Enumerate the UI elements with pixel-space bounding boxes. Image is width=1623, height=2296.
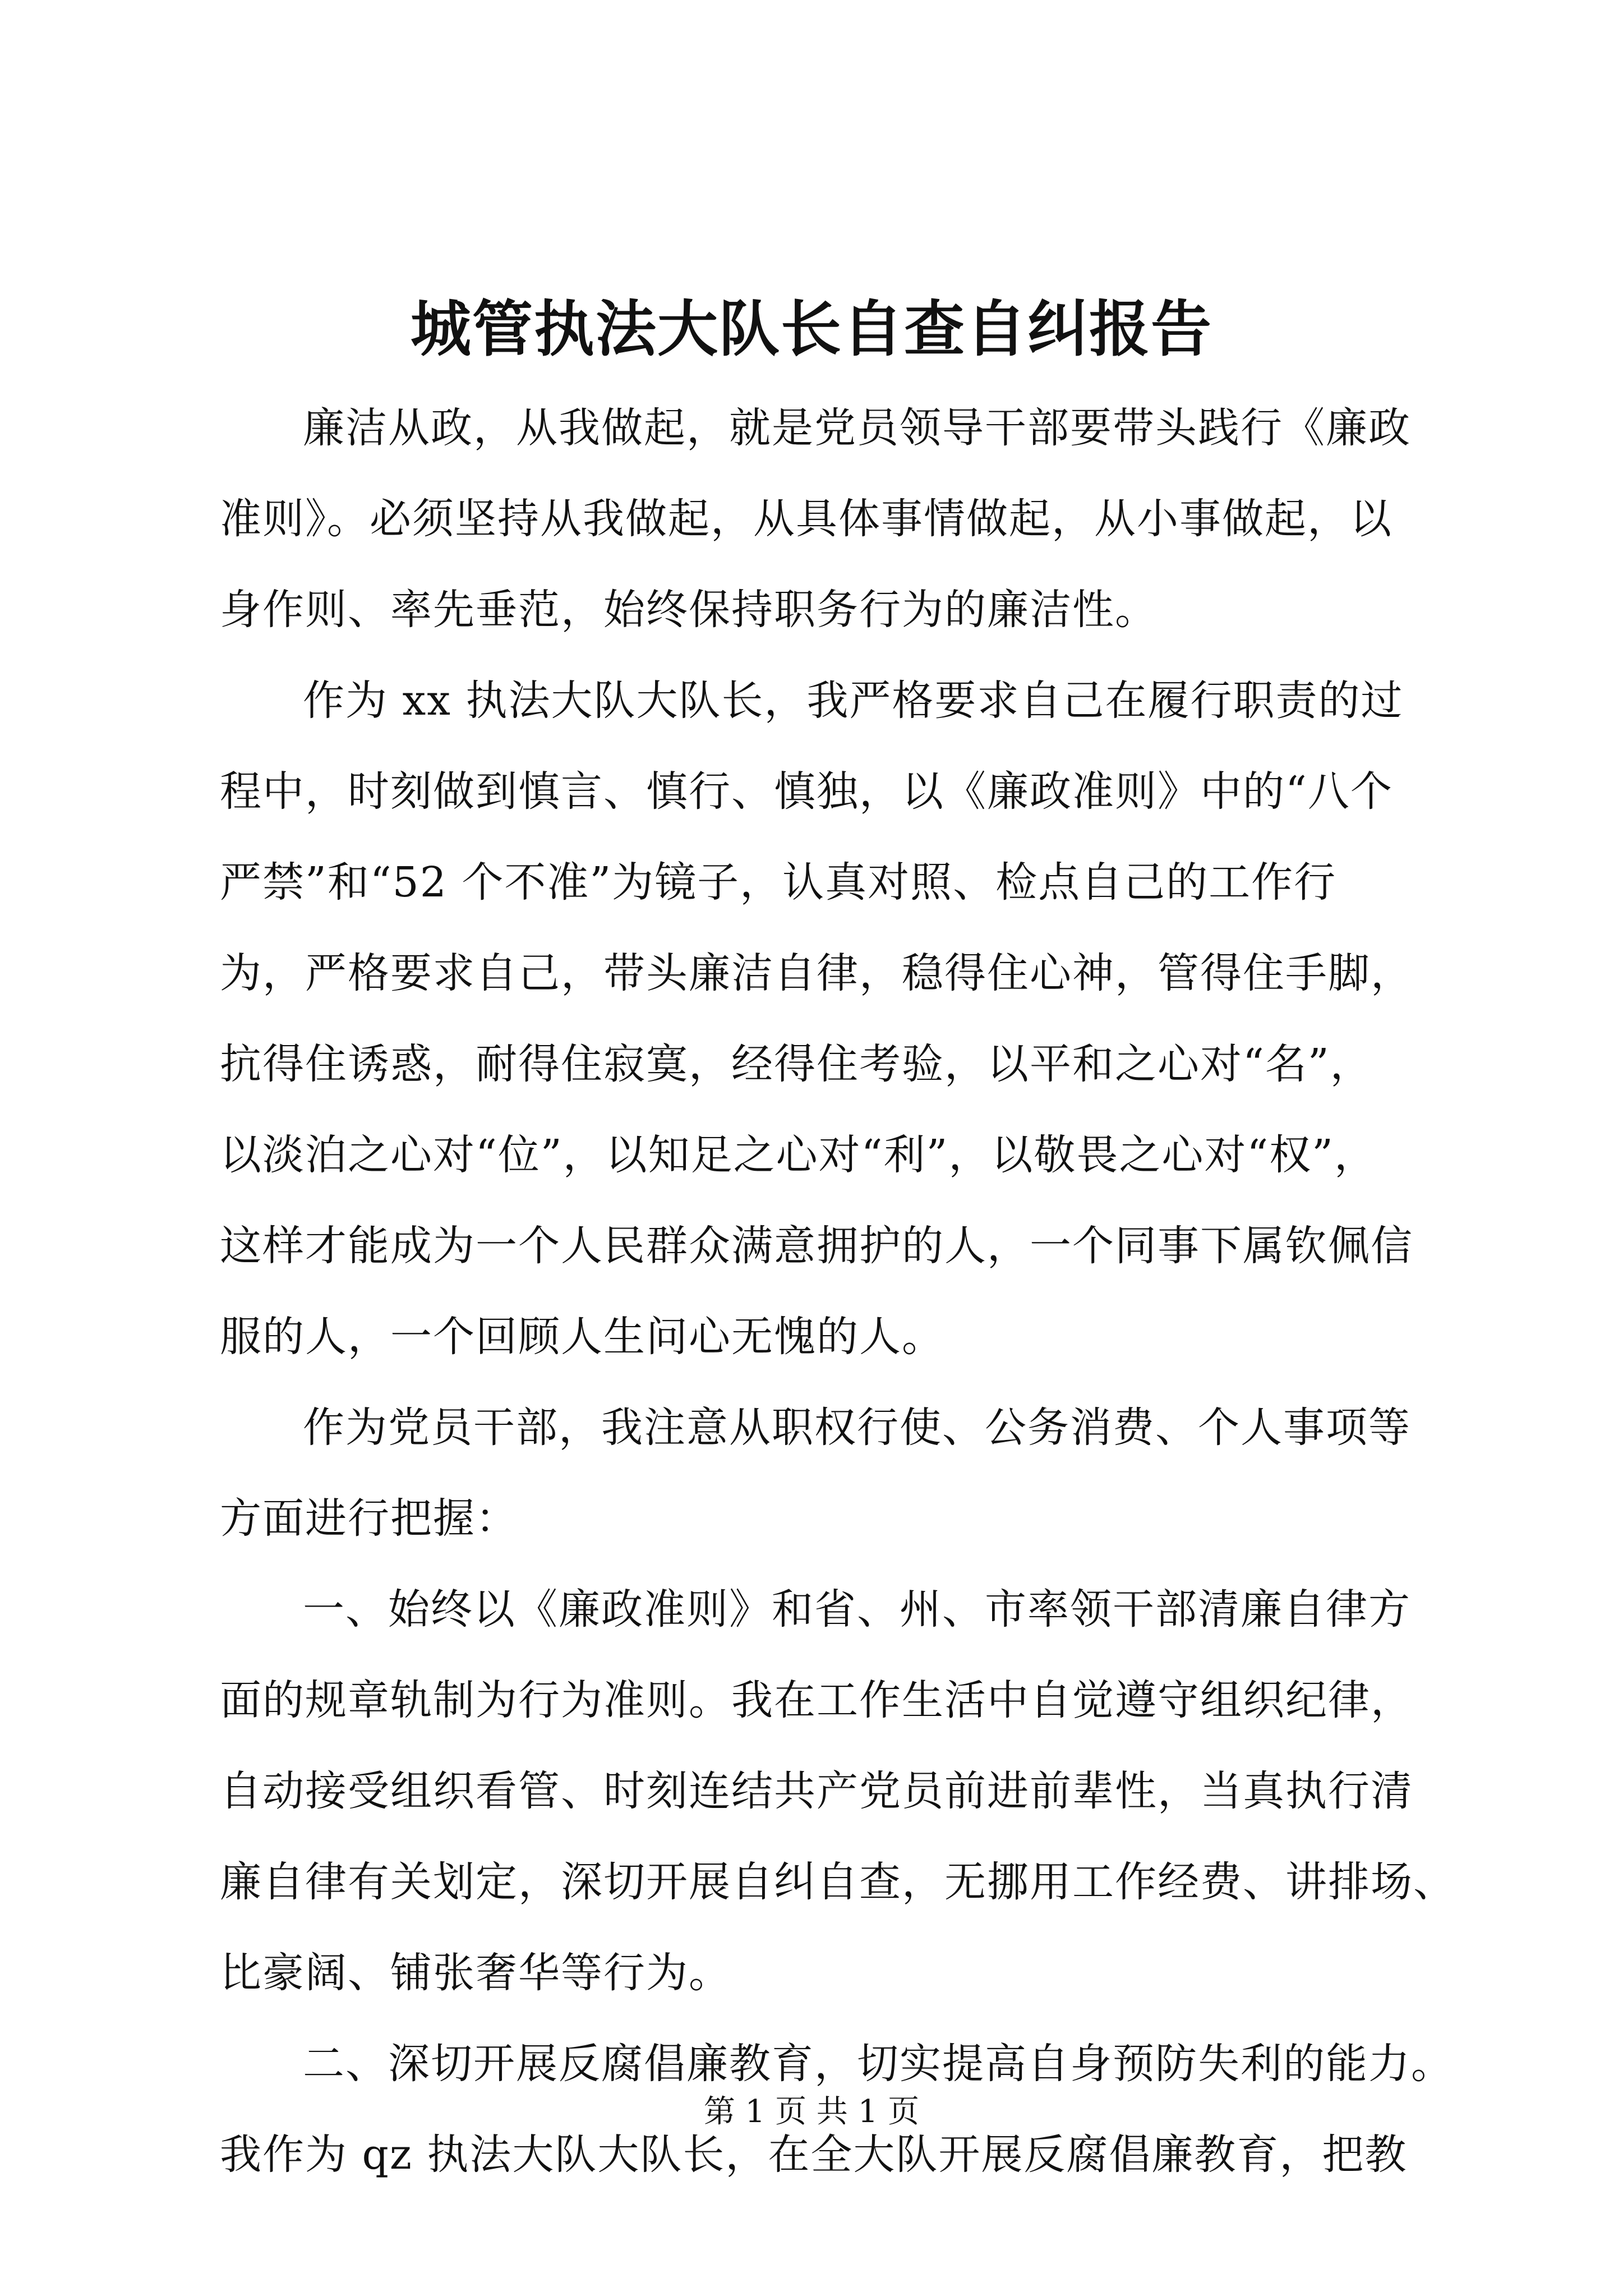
text-line: 为，严格要求自己，带头廉洁自律，稳得住心神，管得住手脚， [220, 949, 1413, 997]
text-line: 面的规章轨制为行为准则。我在工作生活中自觉遵守组织纪律， [220, 1676, 1413, 1724]
text-line: 比豪阔、铺张奢华等行为。 [220, 1949, 731, 1997]
text-line: 程中，时刻做到慎言、慎行、慎独，以《廉政准则》中的“八个 [220, 767, 1393, 816]
text-line: 廉自律有关划定，深切开展自纠自查，无挪用工作经费、讲排场、 [220, 1858, 1456, 1906]
text-line: 作为党员干部，我注意从职权行使、公务消费、个人事项等 [303, 1404, 1411, 1452]
text-line: 廉洁从政，从我做起，就是党员领导干部要带头践行《廉政 [303, 404, 1411, 452]
text-line: 方面进行把握： [220, 1494, 518, 1543]
text-line: 二、深切开展反腐倡廉教育，切实提高自身预防失利的能力。 [303, 2040, 1454, 2088]
text-line: 一、始终以《廉政准则》和省、州、市率领干部清廉自律方 [303, 1585, 1411, 1634]
text-line: 严禁”和“52 个不准”为镜子，认真对照、检点自己的工作行 [220, 858, 1337, 907]
document-title: 城管执法大队长自查自纠报告 [410, 294, 1212, 365]
text-line: 身作则、率先垂范，始终保持职务行为的廉洁性。 [220, 586, 1158, 634]
text-line: 自动接受组织看管、时刻连结共产党员前进前辈性，当真执行清 [220, 1767, 1413, 1815]
text-line: 服的人，一个回顾人生问心无愧的人。 [220, 1313, 944, 1361]
text-line: 我作为 qz 执法大队大队长，在全大队开展反腐倡廉教育，把教 [220, 2131, 1408, 2179]
text-line: 作为 xx 执法大队大队长，我严格要求自己在履行职责的过 [303, 677, 1404, 725]
text-line: 这样才能成为一个人民群众满意拥护的人，一个同事下属钦佩信 [220, 1222, 1413, 1270]
text-line: 准则》。必须坚持从我做起，从具体事情做起，从小事做起，以 [220, 495, 1393, 543]
page-number-footer: 第 1 页 共 1 页 [703, 2093, 920, 2130]
text-line: 抗得住诱惑，耐得住寂寞，经得住考验，以平和之心对“名”， [220, 1040, 1373, 1088]
text-line: 以淡泊之心对“位”，以知足之心对“利”，以敬畏之心对“权”， [220, 1131, 1377, 1179]
document-body [220, 383, 1456, 2200]
